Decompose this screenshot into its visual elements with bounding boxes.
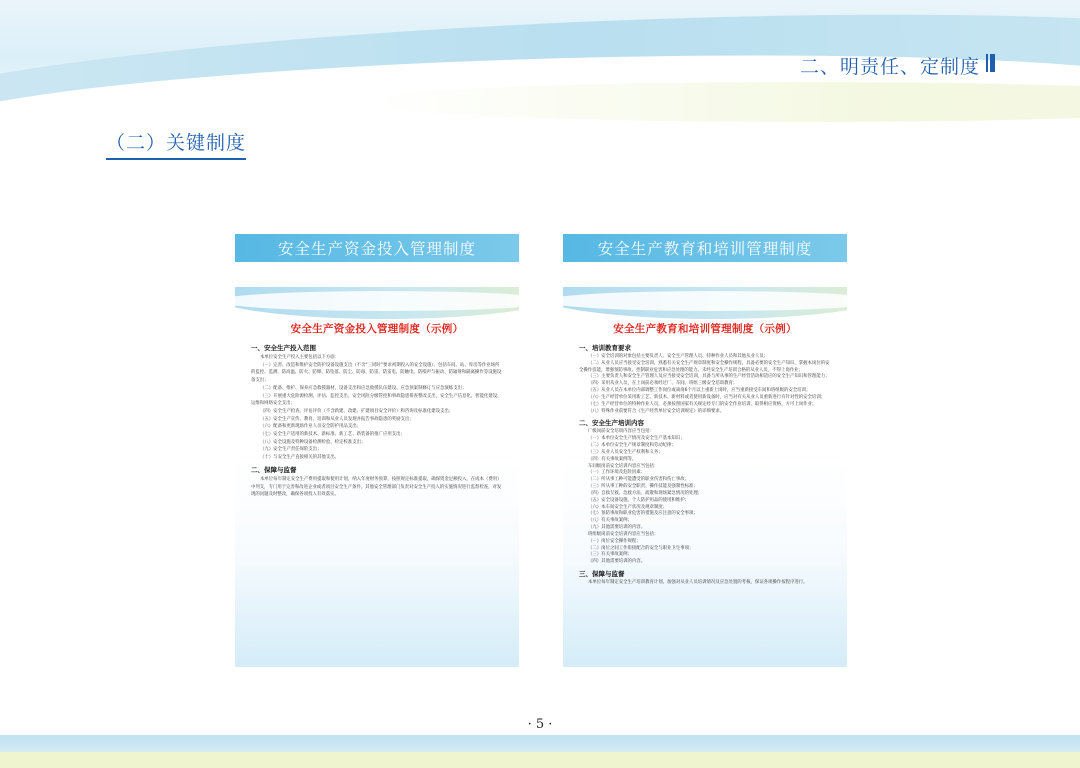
document-body	[235, 321, 519, 499]
document-paragraph: （八）特殊作业前要符合《生产经营单位安全培训规定》的详细要求。	[588, 408, 725, 414]
document-paragraph: （九）安全生产责任保险支出；	[260, 447, 322, 453]
doc-wave-decoration	[235, 291, 519, 311]
document-paragraph: （二）配备、维护、保养应急救援器材、设备支出和应急救援队伍建设、应急预案制修订与应急演练支出；	[260, 385, 467, 391]
document-paragraph: （一）安全培训的对象包括主要负责人、安全生产管理人员、特种作业人员和其他从业人员；	[588, 354, 769, 359]
document-paragraph: （四）有关事故案例等。	[588, 456, 637, 462]
page-number: · 5 ·	[527, 717, 553, 732]
document-paragraph: （五）安全生产宣传、教育、培训和从业人员发现并报告事故隐患的奖励支出；	[260, 416, 414, 422]
document-paragraph: 本单位安全生产投入主要包括以下方面：	[260, 355, 340, 360]
document-paragraph: （七）安全生产适用的新技术、新标准、新工艺、新装备的推广应用支出；	[260, 432, 405, 438]
document-paragraph: 厂级岗前安全培训内容应当包括：	[588, 429, 654, 435]
document-paragraph: （六）生产经营单位采用新工艺、新技术、新材料或者使用新设备时，应当对有关从业人员重新进行有针对性的安全培训；	[588, 394, 826, 400]
document-paragraph: （九）其他需要培训的内容。	[588, 525, 646, 531]
document-paragraph: （四）安全生产检查、评估评价（不含新建、改建、扩建项目安全评价）和咨询及标准化建设支出；	[260, 408, 454, 414]
footer-band	[0, 735, 1080, 768]
document-paragraph: （三）从业人员安全生产权利和义务；	[588, 449, 663, 455]
document-paragraph: （八）安全设施及特种设备检测检验、检定校准支出；	[260, 439, 366, 445]
document-paragraph: （六）配备和更新现场作业人员安全防护用品支出；	[260, 424, 361, 430]
document-paragraph: 本单位每年制定安全生产费用提取和使用计划，纳入年度财务预算，按照规定标准提取，确保资金足额投入，在成本（费用）中列支，专门用于完善和改进企业或者项目安全生产条件。其他安全管理部门负责对安全生产投入的实施情况进行监督检查，对发现的问题及时整改，确保各项投入有效落实。	[251, 476, 502, 498]
document-paragraph: （五）从业人员在本单位内部调整工作岗位或离岗6个月以上重新上岗时，应当重新接受车间和班组级的安全培训；	[588, 388, 811, 394]
document-paragraph: （一）本单位安全生产情况及安全生产基本知识；	[588, 436, 685, 442]
section-title: （二）关键制度	[106, 128, 246, 160]
document-paragraph: （一）工作环境及危险因素；	[588, 470, 646, 476]
document-paragraph: （三）所从事工种的安全职责、操作技能及强制性标准；	[588, 484, 698, 490]
document-body	[563, 321, 847, 587]
chapter-marker-icon	[986, 54, 996, 74]
document-paragraph: （二）岗位之间工作衔接配合的安全与职业卫生事项；	[588, 545, 694, 551]
card-label-funding: 安全生产资金投入管理制度	[235, 234, 519, 262]
document-paragraph: （四）采用从业人员，在上岗前必须经过厂、车间、班组三级安全培训教育；	[588, 381, 738, 387]
document-heading: 一、安全生产投入范围	[251, 344, 316, 352]
document-paragraph: （十）与安全生产直接相关的其他支出。	[260, 455, 340, 461]
document-paragraph: （一）完善、改造和维护安全防护设备设施支出（不含“三同时”要求初期投入的安全设施），包括车间、站、库房等作业场所的监控、监测、防高温、防火、防爆、防坠落、防尘、防毒、防雷、防雷电、防触电、防噪声与振动、防辐射和隔离操作等设施设备支出；	[251, 362, 502, 384]
document-paragraph: （一）岗位安全操作规程；	[588, 538, 641, 544]
document-paragraph: （七）生产经营单位的特种作业人员，必须按照国家有关规定经专门的安全作业培训，取得相应资格，方可上岗作业；	[588, 401, 817, 407]
document-paragraph: 车间级岗前安全培训内容应当包括：	[588, 463, 659, 469]
doc-wave-decoration	[563, 291, 847, 311]
document-paragraph: 本单位每年制定安全生产培训教育计划，加强对从业人员培训情况及应急处置的考核，保证各项操作按程序进行。	[588, 580, 808, 586]
document-heading: 三、保障与监督	[579, 570, 625, 579]
document-paragraph: （三）主要负责人和安全生产管理人员应当接受安全培训，具备与所从事的生产经营活动相适应的安全生产知识和管理能力；	[588, 374, 830, 380]
document-paragraph: （七）预防事故和职业危害的措施及应注意的安全事项；	[588, 511, 698, 517]
footer-band-lime	[0, 752, 1080, 768]
document-paragraph: （二）从业人员应当接受安全培训，熟悉有关安全生产规章制度和安全操作规程，具备必要的安全生产知识，掌握本岗位的安全操作技能，增强预防事故、控制职业危害和应急处理的能力。未经安全生产培训合格的从业人员，不得上岗作业；	[579, 360, 830, 373]
chapter-title: 二、明责任、定制度	[799, 56, 980, 78]
document-thumbnail-training	[563, 287, 847, 667]
document-heading: 二、保障与监督	[251, 465, 297, 474]
document-paragraph: （三）有关事故案例；	[588, 552, 632, 558]
document-paragraph: （四）其他需要培训的内容。	[588, 559, 646, 565]
document-heading: 一、培训教育要求	[579, 344, 631, 352]
card-label-training: 安全生产教育和培训管理制度	[563, 234, 847, 262]
document-paragraph: （三）开展重大危险源检测、评估、监控支出，安全风险分级管控和事故隐患排查整改支出，安全生产信息化、智能化建设、运维和网络安全支出；	[251, 393, 502, 407]
document-paragraph: （五）安全设备设施、个人防护用品的使用和维护；	[588, 497, 689, 503]
document-paragraph: （二）所从事工种可能遭受的职业伤害和伤亡事故；	[588, 477, 689, 483]
document-paragraph: （八）有关事故案例；	[588, 518, 632, 524]
document-title: 安全生产资金投入管理制度（示例）	[290, 323, 464, 335]
document-paragraph: （二）本单位安全生产规章制度和劳动纪律；	[588, 443, 676, 449]
document-paragraph: （六）本车间安全生产状况及规章制度；	[588, 504, 668, 510]
document-title: 安全生产教育和培训管理制度（示例）	[613, 323, 797, 335]
document-heading: 二、安全生产培训内容	[579, 419, 644, 428]
document-thumbnail-funding	[235, 287, 519, 667]
document-paragraph: （四）自救互救、急救方法、疏散和现场紧急情况的处理；	[588, 490, 703, 496]
document-paragraph: 班组级岗前安全培训内容应当包括：	[588, 531, 659, 537]
